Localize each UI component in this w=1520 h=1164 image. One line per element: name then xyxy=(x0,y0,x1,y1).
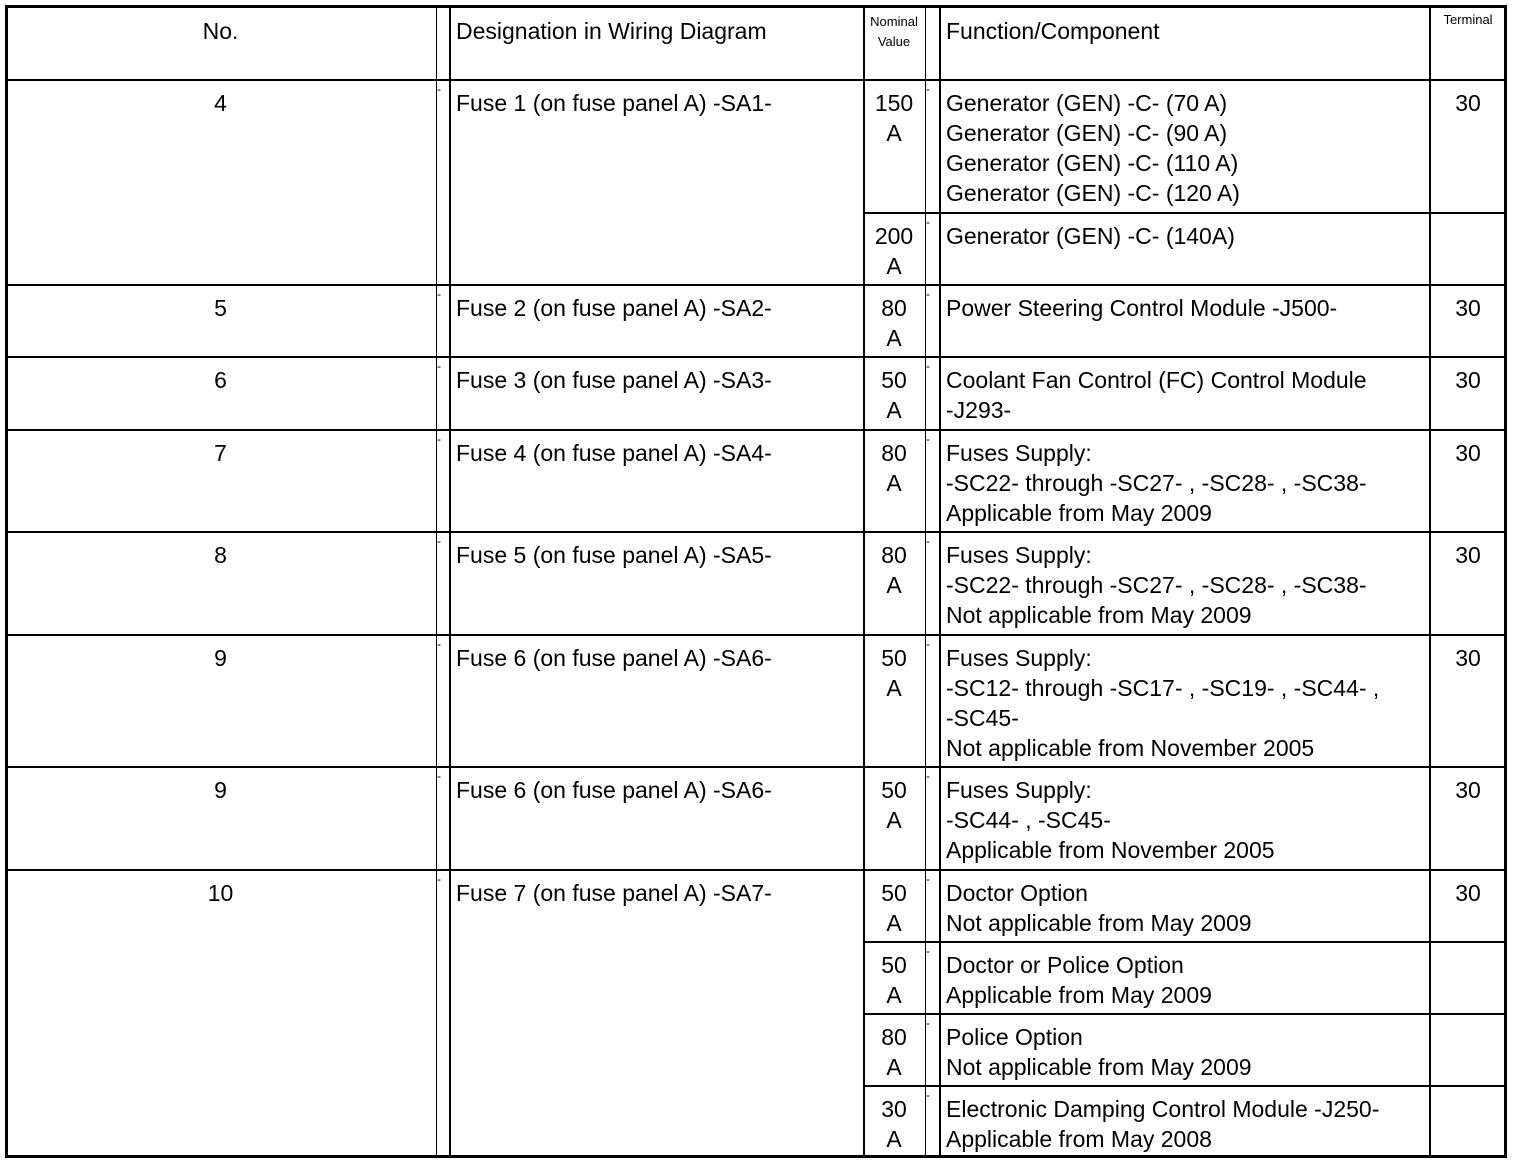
tick-mark: - xyxy=(926,82,930,96)
cell-designation: Fuse 2 (on fuse panel A) -SA2- xyxy=(456,295,772,321)
cell-function: Doctor Option Not applicable from May 2009 xyxy=(946,880,1252,936)
table-row xyxy=(8,213,1504,285)
cell-designation: Fuse 6 (on fuse panel A) -SA6- xyxy=(456,777,772,803)
tick-mark: - xyxy=(926,1016,930,1030)
cell-function: Power Steering Control Module -J500- xyxy=(946,295,1338,321)
cell-nominal-value: 80 A xyxy=(881,542,907,598)
cell-nominal-value: 80 A xyxy=(881,440,907,496)
cell-terminal: 30 xyxy=(1455,777,1481,803)
header-terminal: Terminal xyxy=(1443,12,1493,27)
cell-nominal-value: 150 A xyxy=(874,90,914,146)
cell-function: Coolant Fan Control (FC) Control Module -J293- xyxy=(946,367,1367,423)
cell-no: 5 xyxy=(214,295,227,321)
tick-mark: - xyxy=(437,637,441,651)
cell-function: Fuses Supply: -SC22- through -SC27- , -SC28- , -SC38- Not applicable from May 2009 xyxy=(946,542,1367,628)
cell-function: Electronic Damping Control Module -J250- Applicable from May 2008 xyxy=(946,1096,1380,1152)
cell-designation: Fuse 6 (on fuse panel A) -SA6- xyxy=(456,645,772,671)
cell-designation: Fuse 1 (on fuse panel A) -SA1- xyxy=(456,90,772,116)
tick-mark: - xyxy=(437,287,441,301)
cell-nominal-value: 50 A xyxy=(881,952,907,1008)
tick-mark: - xyxy=(926,944,930,958)
table-row xyxy=(8,285,1504,357)
cell-no: 6 xyxy=(214,367,227,393)
tick-mark: - xyxy=(926,769,930,783)
tick-mark: - xyxy=(926,872,930,886)
tick-mark: - xyxy=(437,359,441,373)
table-row xyxy=(8,357,1504,430)
cell-terminal: 30 xyxy=(1455,295,1481,321)
header-designation: Designation in Wiring Diagram xyxy=(456,18,767,44)
cell-nominal-value: 80 A xyxy=(881,1024,907,1080)
cell-no: 8 xyxy=(214,542,227,568)
tick-mark: - xyxy=(926,287,930,301)
table-row xyxy=(8,767,1504,870)
cell-designation: Fuse 3 (on fuse panel A) -SA3- xyxy=(456,367,772,393)
cell-terminal: 30 xyxy=(1455,542,1481,568)
cell-no: 10 xyxy=(207,880,234,906)
cell-no: 9 xyxy=(214,645,227,671)
cell-function: Doctor or Police Option Applicable from May 2009 xyxy=(946,952,1212,1008)
cell-nominal-value: 50 A xyxy=(881,880,907,936)
header-function: Function/Component xyxy=(946,18,1160,44)
tick-mark: - xyxy=(926,534,930,548)
cell-terminal: 30 xyxy=(1455,880,1481,906)
cell-function: Fuses Supply: -SC12- through -SC17- , -SC19- , -SC44- , -SC45- Not applicable from November 2005 xyxy=(946,645,1380,761)
cell-terminal: 30 xyxy=(1455,90,1481,116)
table-row xyxy=(8,942,1504,1014)
cell-nominal-value: 50 A xyxy=(881,777,907,833)
table-row xyxy=(8,1014,1504,1086)
tick-mark: - xyxy=(437,534,441,548)
tick-mark: - xyxy=(437,432,441,446)
tick-mark: - xyxy=(926,215,930,229)
header-no: No. xyxy=(202,18,239,44)
cell-terminal: 30 xyxy=(1455,367,1481,393)
table-row xyxy=(8,80,1504,213)
cell-no: 7 xyxy=(214,440,227,466)
cell-no: 9 xyxy=(214,777,227,803)
cell-designation: Fuse 7 (on fuse panel A) -SA7- xyxy=(456,880,772,906)
tick-mark: - xyxy=(437,82,441,96)
tick-mark: - xyxy=(437,872,441,886)
header-nominal-value: Nominal Value xyxy=(870,14,918,49)
cell-designation: Fuse 4 (on fuse panel A) -SA4- xyxy=(456,440,772,466)
cell-function: Police Option Not applicable from May 2009 xyxy=(946,1024,1252,1080)
tick-mark: - xyxy=(926,1088,930,1102)
header-row xyxy=(8,8,1504,80)
cell-nominal-value: 30 A xyxy=(881,1096,907,1152)
table-row xyxy=(8,635,1504,767)
table-row xyxy=(8,532,1504,635)
cell-function: Generator (GEN) -C- (140A) xyxy=(946,223,1235,249)
tick-mark: - xyxy=(926,359,930,373)
table-row xyxy=(8,430,1504,532)
tick-mark: - xyxy=(926,432,930,446)
cell-terminal: 30 xyxy=(1455,645,1481,671)
cell-function: Fuses Supply: -SC44- , -SC45- Applicable from November 2005 xyxy=(946,777,1275,863)
cell-nominal-value: 50 A xyxy=(881,645,907,701)
cell-designation: Fuse 5 (on fuse panel A) -SA5- xyxy=(456,542,772,568)
tick-mark: - xyxy=(437,769,441,783)
table-row xyxy=(8,1086,1504,1158)
cell-function: Fuses Supply: -SC22- through -SC27- , -SC28- , -SC38- Applicable from May 2009 xyxy=(946,440,1367,526)
cell-no: 4 xyxy=(214,90,227,116)
cell-nominal-value: 200 A xyxy=(874,223,914,279)
table-row xyxy=(8,870,1504,942)
tick-mark: - xyxy=(926,637,930,651)
cell-nominal-value: 80 A xyxy=(881,295,907,351)
fuse-table xyxy=(5,5,1507,1158)
cell-nominal-value: 50 A xyxy=(881,367,907,423)
cell-function: Generator (GEN) -C- (70 A) Generator (GEN) -C- (90 A) Generator (GEN) -C- (110 A) Generator (GEN) -C- (120 A) xyxy=(946,90,1240,206)
cell-terminal: 30 xyxy=(1455,440,1481,466)
